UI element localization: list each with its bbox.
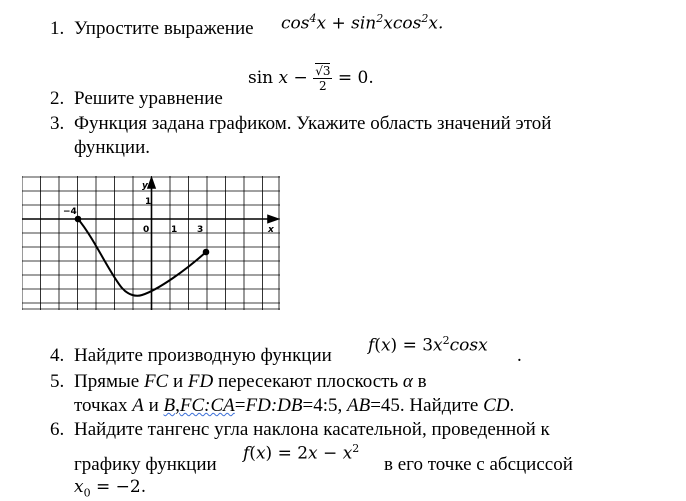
graph-label-minus-4: −4 [63, 207, 77, 217]
x-axis-arrow-icon [268, 216, 278, 223]
item-4-text: Найдите производную функции [74, 345, 332, 366]
item-6-expression: $f(x) = 2x - x^2$ [243, 442, 360, 464]
item-6-line2-start: графику функции [74, 454, 217, 475]
item-6-number: 6. [50, 419, 65, 440]
item-5-line2: точках A и B,FC:CA=FD:DB=4:5, AB=45. Найдите CD. [74, 395, 515, 416]
item-3-text-line1: Функция задана графиком. Укажите область значений этой [74, 113, 552, 134]
y-axis-arrow-icon [148, 178, 155, 188]
function-curve [78, 219, 206, 296]
curve-end-point [203, 249, 210, 256]
item-2-text: Решите уравнение [74, 88, 223, 109]
item-5-number: 5. [50, 371, 65, 392]
graph-label-1-y: 1 [145, 197, 152, 207]
item-6-line1: Найдите тангенс угла наклона касательной, проведенной к [74, 419, 550, 440]
graph-label-y: y [142, 181, 148, 191]
item-1-text: Упростите выражение [74, 18, 254, 39]
item-3-text-line2: функции. [74, 137, 150, 158]
item-2-number: 2. [50, 88, 65, 109]
function-graph [22, 176, 280, 310]
item-6-x0-value: $x_0 = -2$. [74, 477, 147, 500]
sqrt3-over-2-fraction: $\frac{√3}{2}$ [315, 64, 331, 93]
graph-label-0: 0 [143, 225, 150, 235]
graph-label-1-x: 1 [171, 225, 178, 235]
graph-label-3: 3 [197, 225, 204, 235]
graph-label-x: x [268, 225, 274, 235]
item-1-number: 1. [50, 18, 65, 39]
item-4-number: 4. [50, 345, 65, 366]
item-2-equation: sin x − $\frac{√3}{2}$ = 0. [248, 64, 374, 93]
item-6-line2-end: в его точке с абсциссой [384, 454, 573, 475]
item-4-trailing-dot: . [517, 345, 522, 366]
item-4-expression: $f(x) = 3x^2\cos x$ [368, 334, 488, 356]
item-1-expression: $\cos^4x + \sin^2xcos^2x$. [281, 12, 444, 34]
item-3-number: 3. [50, 113, 65, 134]
item-5-line1: Прямые FC и FD пересекают плоскость α в [74, 371, 427, 392]
